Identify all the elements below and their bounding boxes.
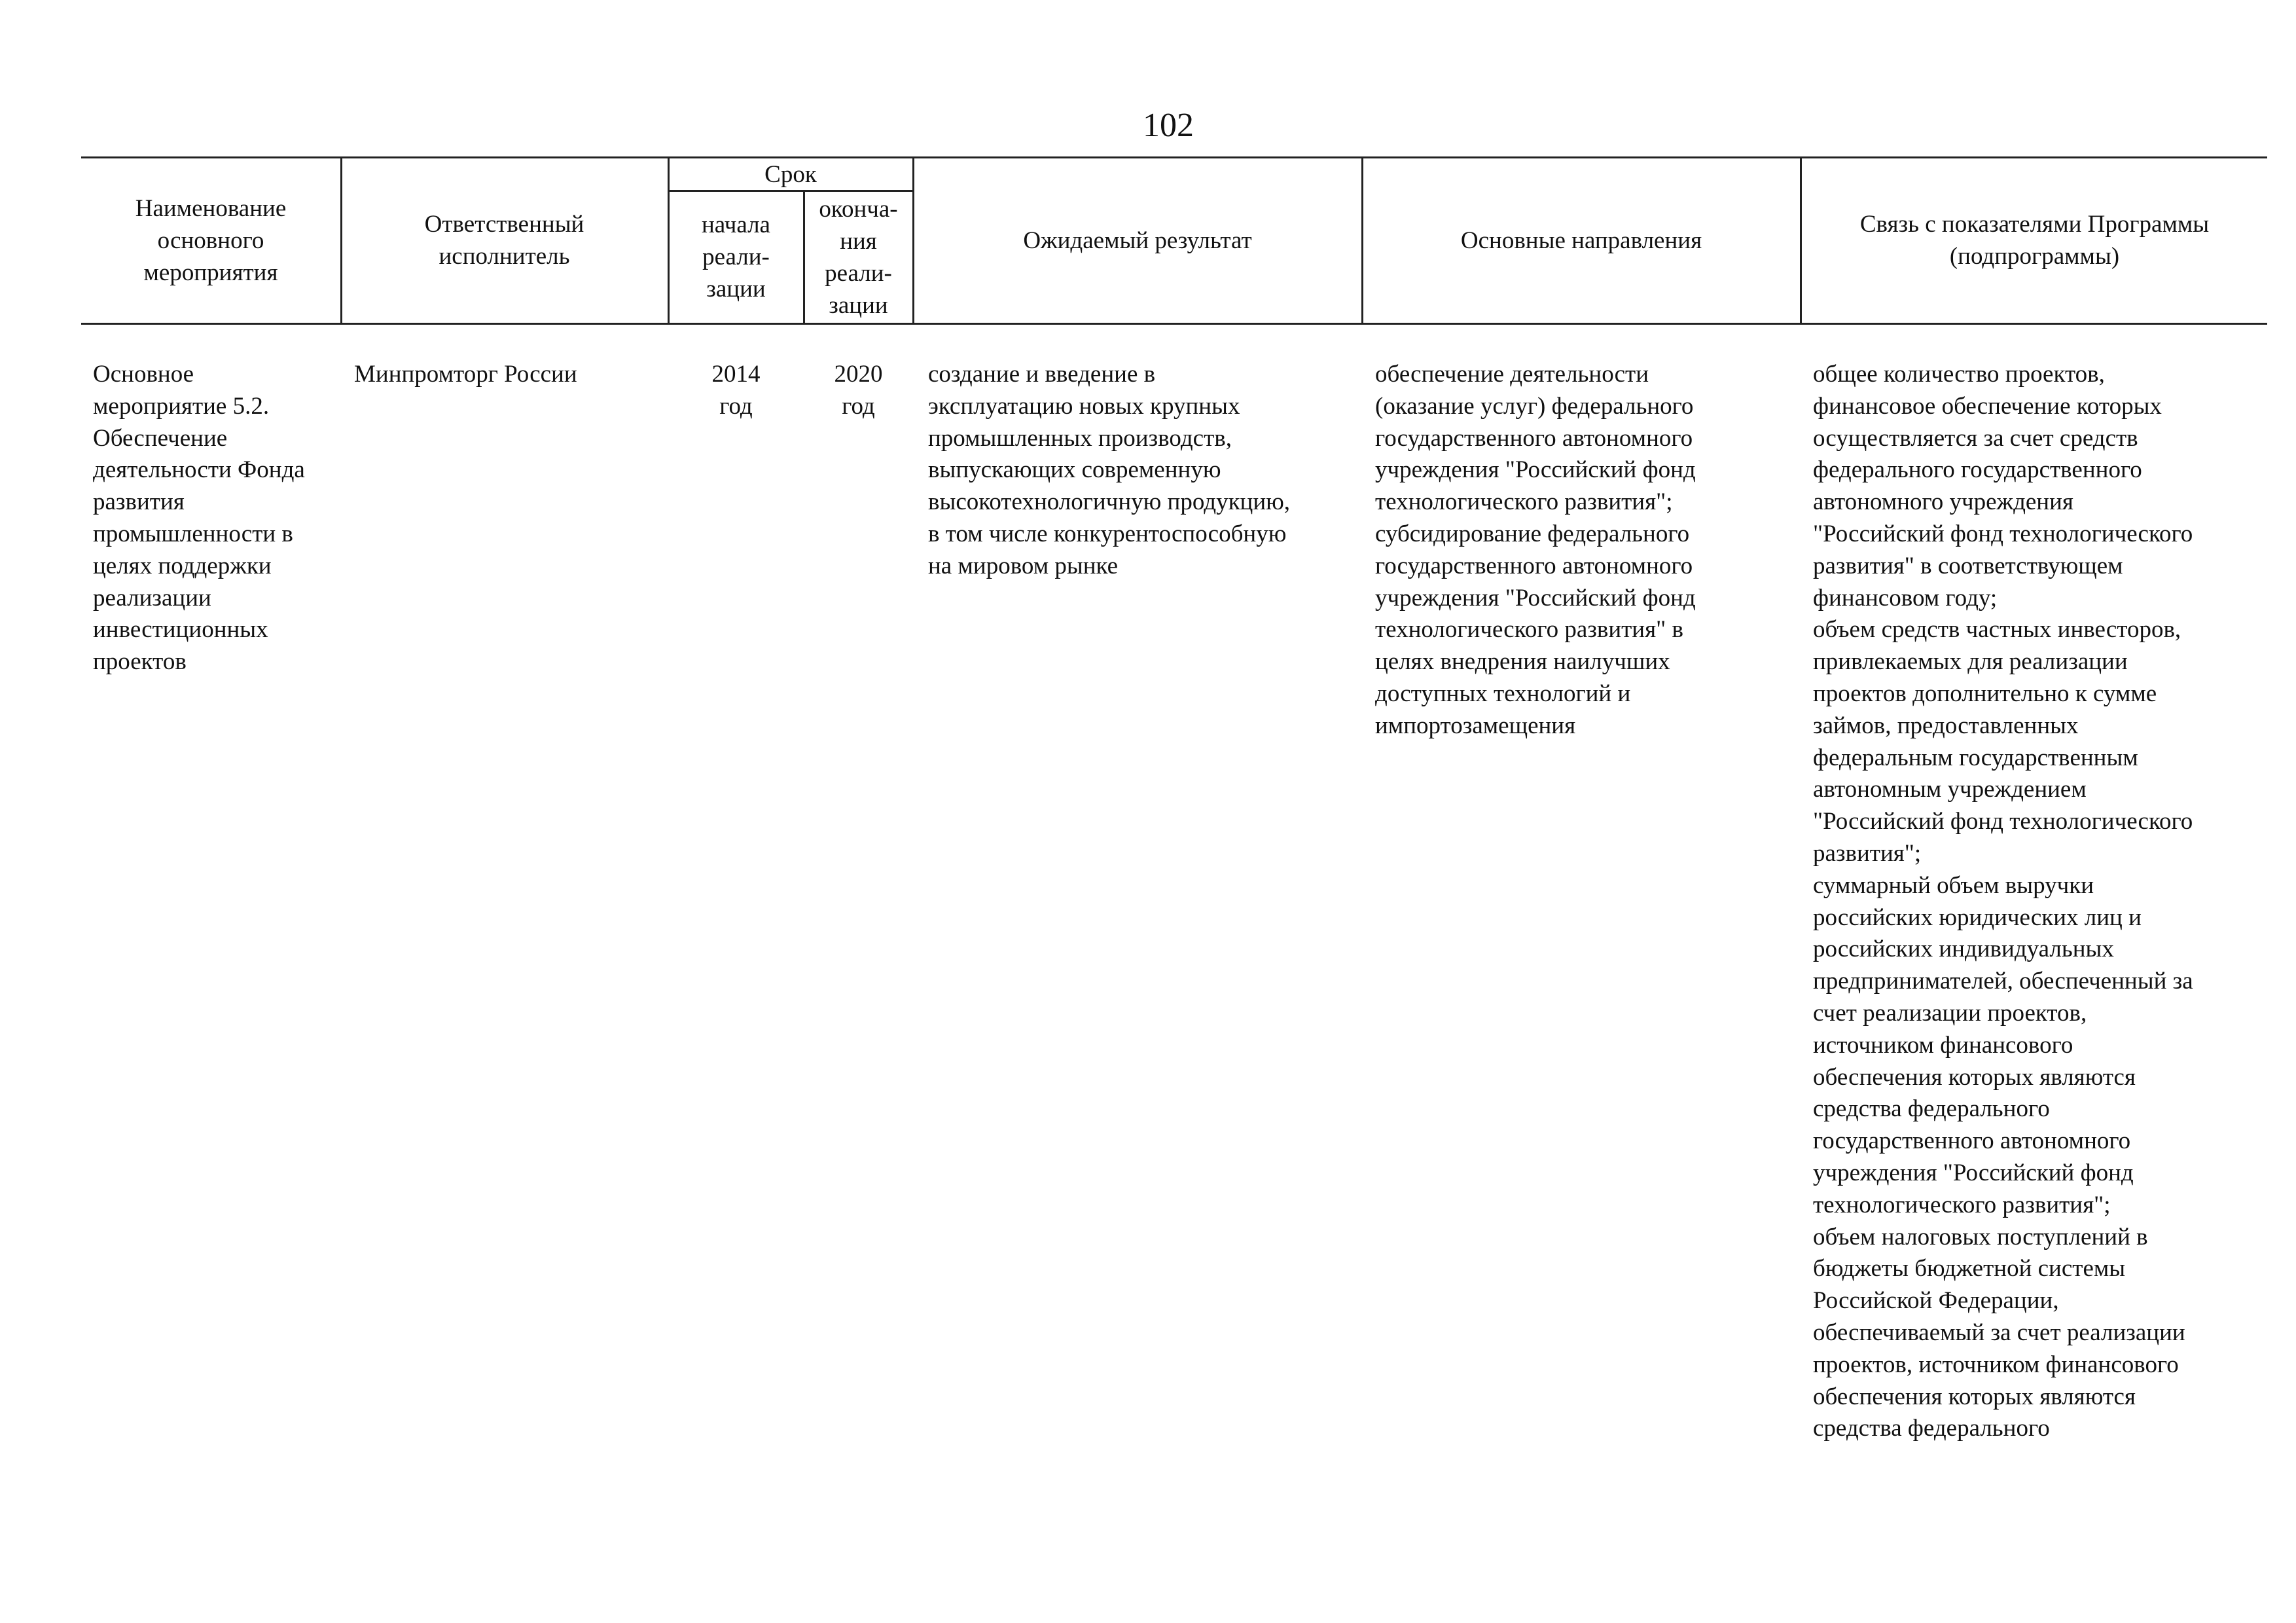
- text-line: инвестиционных: [93, 616, 268, 644]
- header-text: реали-: [825, 259, 892, 287]
- text-line: эксплуатацию новых крупных: [928, 392, 1240, 420]
- header-text: основного: [157, 227, 264, 254]
- text-line: обеспечиваемый за счет реализации: [1813, 1319, 2185, 1346]
- text-line: технологического развития";: [1813, 1191, 2111, 1218]
- row-end-year: [805, 359, 912, 423]
- text-line: 2014: [711, 361, 761, 388]
- text-line: государственного автономного: [1375, 552, 1693, 579]
- row-activity-name: [93, 359, 336, 678]
- text-line: средства федерального: [1813, 1095, 2050, 1123]
- text-line: автономного учреждения: [1813, 488, 2073, 516]
- text-line: промышленных производств,: [928, 424, 1232, 452]
- text-line: выпускающих современную: [928, 456, 1221, 484]
- text-line: российских юридических лиц и: [1813, 903, 2142, 931]
- text-line: финансовом году;: [1813, 584, 1998, 611]
- header-text: исполнитель: [439, 243, 570, 270]
- row-expected-result: [928, 359, 1360, 583]
- text-line: промышленности в: [93, 520, 293, 547]
- page-number: 102: [1143, 107, 1194, 144]
- header-text: ния: [840, 227, 877, 255]
- header-text: оконча-: [819, 195, 898, 223]
- text-line: учреждения "Российский фонд: [1813, 1159, 2134, 1186]
- text-line: осуществляется за счет средств: [1813, 424, 2138, 452]
- header-text: Срок: [764, 160, 817, 188]
- text-line: развития" в соответствующем: [1813, 552, 2123, 579]
- text-line: "Российский фонд технологического: [1813, 520, 2193, 547]
- text-line: в том числе конкурентоспособную: [928, 520, 1287, 547]
- header-term: [670, 158, 912, 190]
- header-program-indicators: [1802, 158, 2267, 322]
- header-text: реали-: [702, 244, 770, 270]
- text-line: общее количество проектов,: [1813, 361, 2105, 388]
- text-line: российских индивидуальных: [1813, 936, 2114, 963]
- text-line: доступных технологий и: [1375, 680, 1631, 707]
- text-line: субсидирование федерального: [1375, 520, 1690, 547]
- text-line: 2020: [834, 361, 883, 388]
- header-text: Основные направления: [1460, 227, 1702, 254]
- header-text: зации: [829, 291, 888, 319]
- header-text: Наименование: [135, 194, 287, 222]
- text-line: средства федерального: [1813, 1415, 2050, 1442]
- text-line: создание и введение в: [928, 361, 1156, 388]
- header-text: Ожидаемый результат: [1023, 227, 1252, 254]
- header-end: [805, 192, 912, 322]
- text-line: суммарный объем выручки: [1813, 871, 2094, 899]
- header-text: зации: [706, 276, 766, 302]
- text-line: год: [719, 392, 753, 420]
- text-line: мероприятие 5.2.: [93, 392, 270, 420]
- text-line: учреждения "Российский фонд: [1375, 584, 1696, 611]
- text-line: автономным учреждением: [1813, 776, 2087, 803]
- table-header-bottom-rule: [81, 323, 2267, 325]
- text-line: финансовое обеспечение которых: [1813, 392, 2162, 420]
- header-activity-name: [82, 158, 339, 322]
- text-line: на мировом рынке: [928, 552, 1119, 579]
- row-main-directions: [1375, 359, 1797, 742]
- text-line: объем средств частных инвесторов,: [1813, 616, 2181, 644]
- header-executor: [342, 158, 666, 322]
- header-expected-result: [914, 158, 1361, 322]
- text-line: "Российский фонд технологического: [1813, 808, 2193, 835]
- text-line: Основное: [93, 361, 194, 388]
- text-line: проектов, источником финансового: [1813, 1351, 2179, 1378]
- text-line: целях поддержки: [93, 552, 272, 579]
- text-line: Обеспечение: [93, 424, 228, 452]
- row-program-indicators: [1813, 359, 2265, 1445]
- header-start: [670, 192, 802, 322]
- text-line: (оказание услуг) федерального: [1375, 392, 1694, 420]
- text-line: обеспечение деятельности: [1375, 361, 1649, 388]
- text-line: развития: [93, 488, 185, 516]
- text-line: объем налоговых поступлений в: [1813, 1223, 2148, 1250]
- text-line: развития";: [1813, 839, 1922, 867]
- text-line: год: [842, 392, 875, 420]
- text-line: обеспечения которых являются: [1813, 1383, 2136, 1410]
- text-line: целях внедрения наилучших: [1375, 648, 1670, 676]
- text-line: бюджеты бюджетной системы: [1813, 1255, 2126, 1283]
- text-line: Российской Федерации,: [1813, 1287, 2059, 1315]
- text-line: федерального государственного: [1813, 456, 2142, 484]
- text-line: проектов: [93, 648, 187, 676]
- text-line: деятельности Фонда: [93, 456, 305, 484]
- text-line: обеспечения которых являются: [1813, 1063, 2136, 1091]
- text-line: проектов дополнительно к сумме: [1813, 680, 2157, 707]
- text-line: реализации: [93, 584, 211, 611]
- text-line: государственного автономного: [1375, 424, 1693, 452]
- header-text: Связь с показателями Программы: [1859, 211, 2210, 238]
- text-line: займов, предоставленных: [1813, 712, 2079, 739]
- row-executor: [354, 359, 662, 391]
- text-line: высокотехнологичную продукцию,: [928, 488, 1291, 516]
- text-line: технологического развития" в: [1375, 616, 1683, 644]
- header-main-directions: [1363, 158, 1799, 322]
- text-line: предпринимателей, обеспеченный за: [1813, 968, 2193, 995]
- text-line: источником финансового: [1813, 1031, 2073, 1059]
- text-line: технологического развития";: [1375, 488, 1673, 516]
- header-text: Ответственный: [424, 211, 584, 238]
- text-line: привлекаемых для реализации: [1813, 648, 2128, 676]
- text-line: учреждения "Российский фонд: [1375, 456, 1696, 484]
- text-line: счет реализации проектов,: [1813, 999, 2087, 1027]
- header-text: мероприятия: [143, 259, 278, 286]
- header-text: начала: [702, 211, 770, 238]
- text-line: государственного автономного: [1813, 1127, 2131, 1155]
- row-start-year: [670, 359, 802, 423]
- text-line: федеральным государственным: [1813, 744, 2138, 771]
- text-line: Минпромторг России: [354, 361, 577, 388]
- text-line: импортозамещения: [1375, 712, 1576, 739]
- header-text: (подпрограммы): [1949, 243, 2120, 270]
